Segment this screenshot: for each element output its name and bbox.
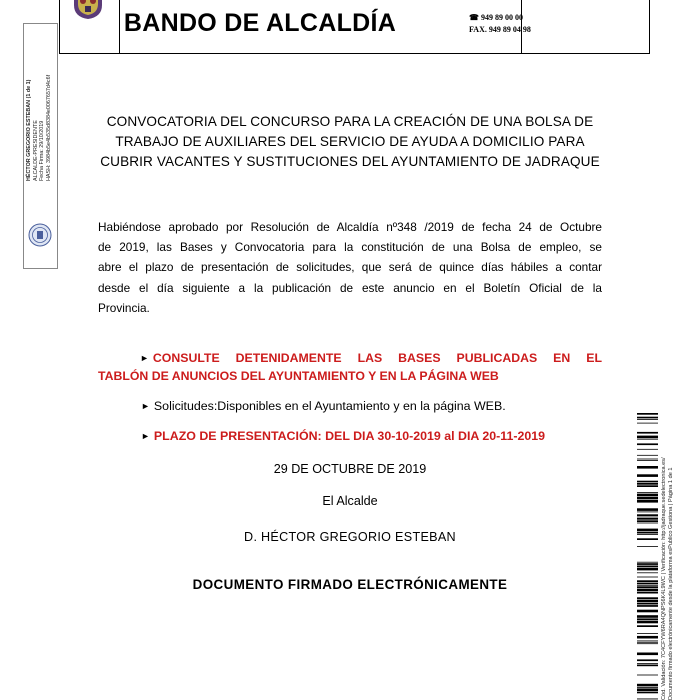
arrow-bullet-icon: ► — [141, 401, 150, 411]
fax-number: FAX. 949 89 04 98 — [469, 25, 531, 34]
electronic-signature-stamp — [23, 23, 58, 269]
signature-details — [26, 31, 56, 181]
solicitudes-notice — [141, 399, 506, 413]
announcement-body — [98, 217, 602, 318]
consult-notice-line1: CONSULTE DETENIDAMENTE LAS BASES PUBLICADAS EN EL — [152, 351, 602, 365]
heading-line: TRABAJO DE AUXILIARES DEL SERVICIO DE AYUDA A DOMICILIO PARA — [115, 134, 585, 149]
arrow-bullet-icon: ► — [140, 353, 149, 363]
document-title: BANDO DE ALCALDÍA — [123, 9, 397, 37]
signature-date: Fecha Firma: 29/10/2019 — [39, 120, 46, 181]
consult-notice-line2: TABLÓN DE ANUNCIOS DEL AYUNTAMIENTO Y EN LA PÁGINA WEB — [98, 368, 499, 383]
body-line: abre el plazo de presentación de solicitudes, que será de quince días hábiles a contar — [98, 260, 602, 275]
body-line: de 2019, las Bases y Convocatoria para la constitución de una Bolsa de empleo, se — [98, 240, 602, 255]
announcement-heading — [100, 112, 600, 172]
body-line: Habiéndose aprobado por Resolución de Alcaldía nº348 /2019 de fecha 24 de Octubre — [98, 220, 602, 234]
deadline-text: PLAZO DE PRESENTACIÓN: DEL DIA 30-10-2019 al DIA 20-11-2019 — [153, 429, 546, 443]
barcode-icon — [637, 413, 658, 700]
validation-platform: Documento firmado electrónicamente desde la plataforma esPublico Gestiona | Página 1 de 1 — [668, 467, 674, 700]
deadline-notice — [141, 429, 545, 443]
header-contact-cell — [521, 0, 650, 53]
seal-icon — [28, 223, 52, 247]
electronic-signature-note: DOCUMENTO FIRMADO ELECTRÓNICAMENTE — [192, 577, 508, 592]
signer-role: ALCALDE-PRESIDENTE — [32, 120, 39, 181]
body-line: desde el día siguiente a la publicación de este anuncio en el Boletín Oficial de la — [98, 280, 602, 295]
signature-hash: HASH: 3984b5e4b535d8384e0067657d4c6f — [45, 74, 52, 181]
heading-line: CONVOCATORIA DEL CONCURSO PARA LA CREACIÓN DE UNA BOLSA DE — [106, 114, 594, 129]
signer-title: El Alcalde — [322, 494, 378, 508]
solicitudes-text: Solicitudes:Disponibles en el Ayuntamiento y en la página WEB. — [153, 399, 506, 413]
phone-number: ☎ 949 89 00 00 — [469, 13, 523, 22]
validation-text — [661, 410, 689, 700]
body-line: Provincia. — [98, 300, 150, 315]
consult-notice — [98, 350, 602, 384]
arrow-bullet-icon: ► — [141, 431, 150, 441]
signer-name: HÉCTOR GREGORIO ESTEBAN (1 de 1) — [26, 79, 32, 181]
validation-code: Cód. Validación: 7C4CFYW6RA4QNPS6K4L9WC | Verificación: http://jadraque.sedelectronica.es/ — [661, 457, 667, 700]
signer-full-name: D. HÉCTOR GREGORIO ESTEBAN — [244, 530, 456, 544]
document-date: 29 DE OCTUBRE DE 2019 — [273, 462, 427, 476]
heading-line: CUBRIR VACANTES Y SUSTITUCIONES DEL AYUNTAMIENTO DE JADRAQUE — [100, 154, 600, 169]
